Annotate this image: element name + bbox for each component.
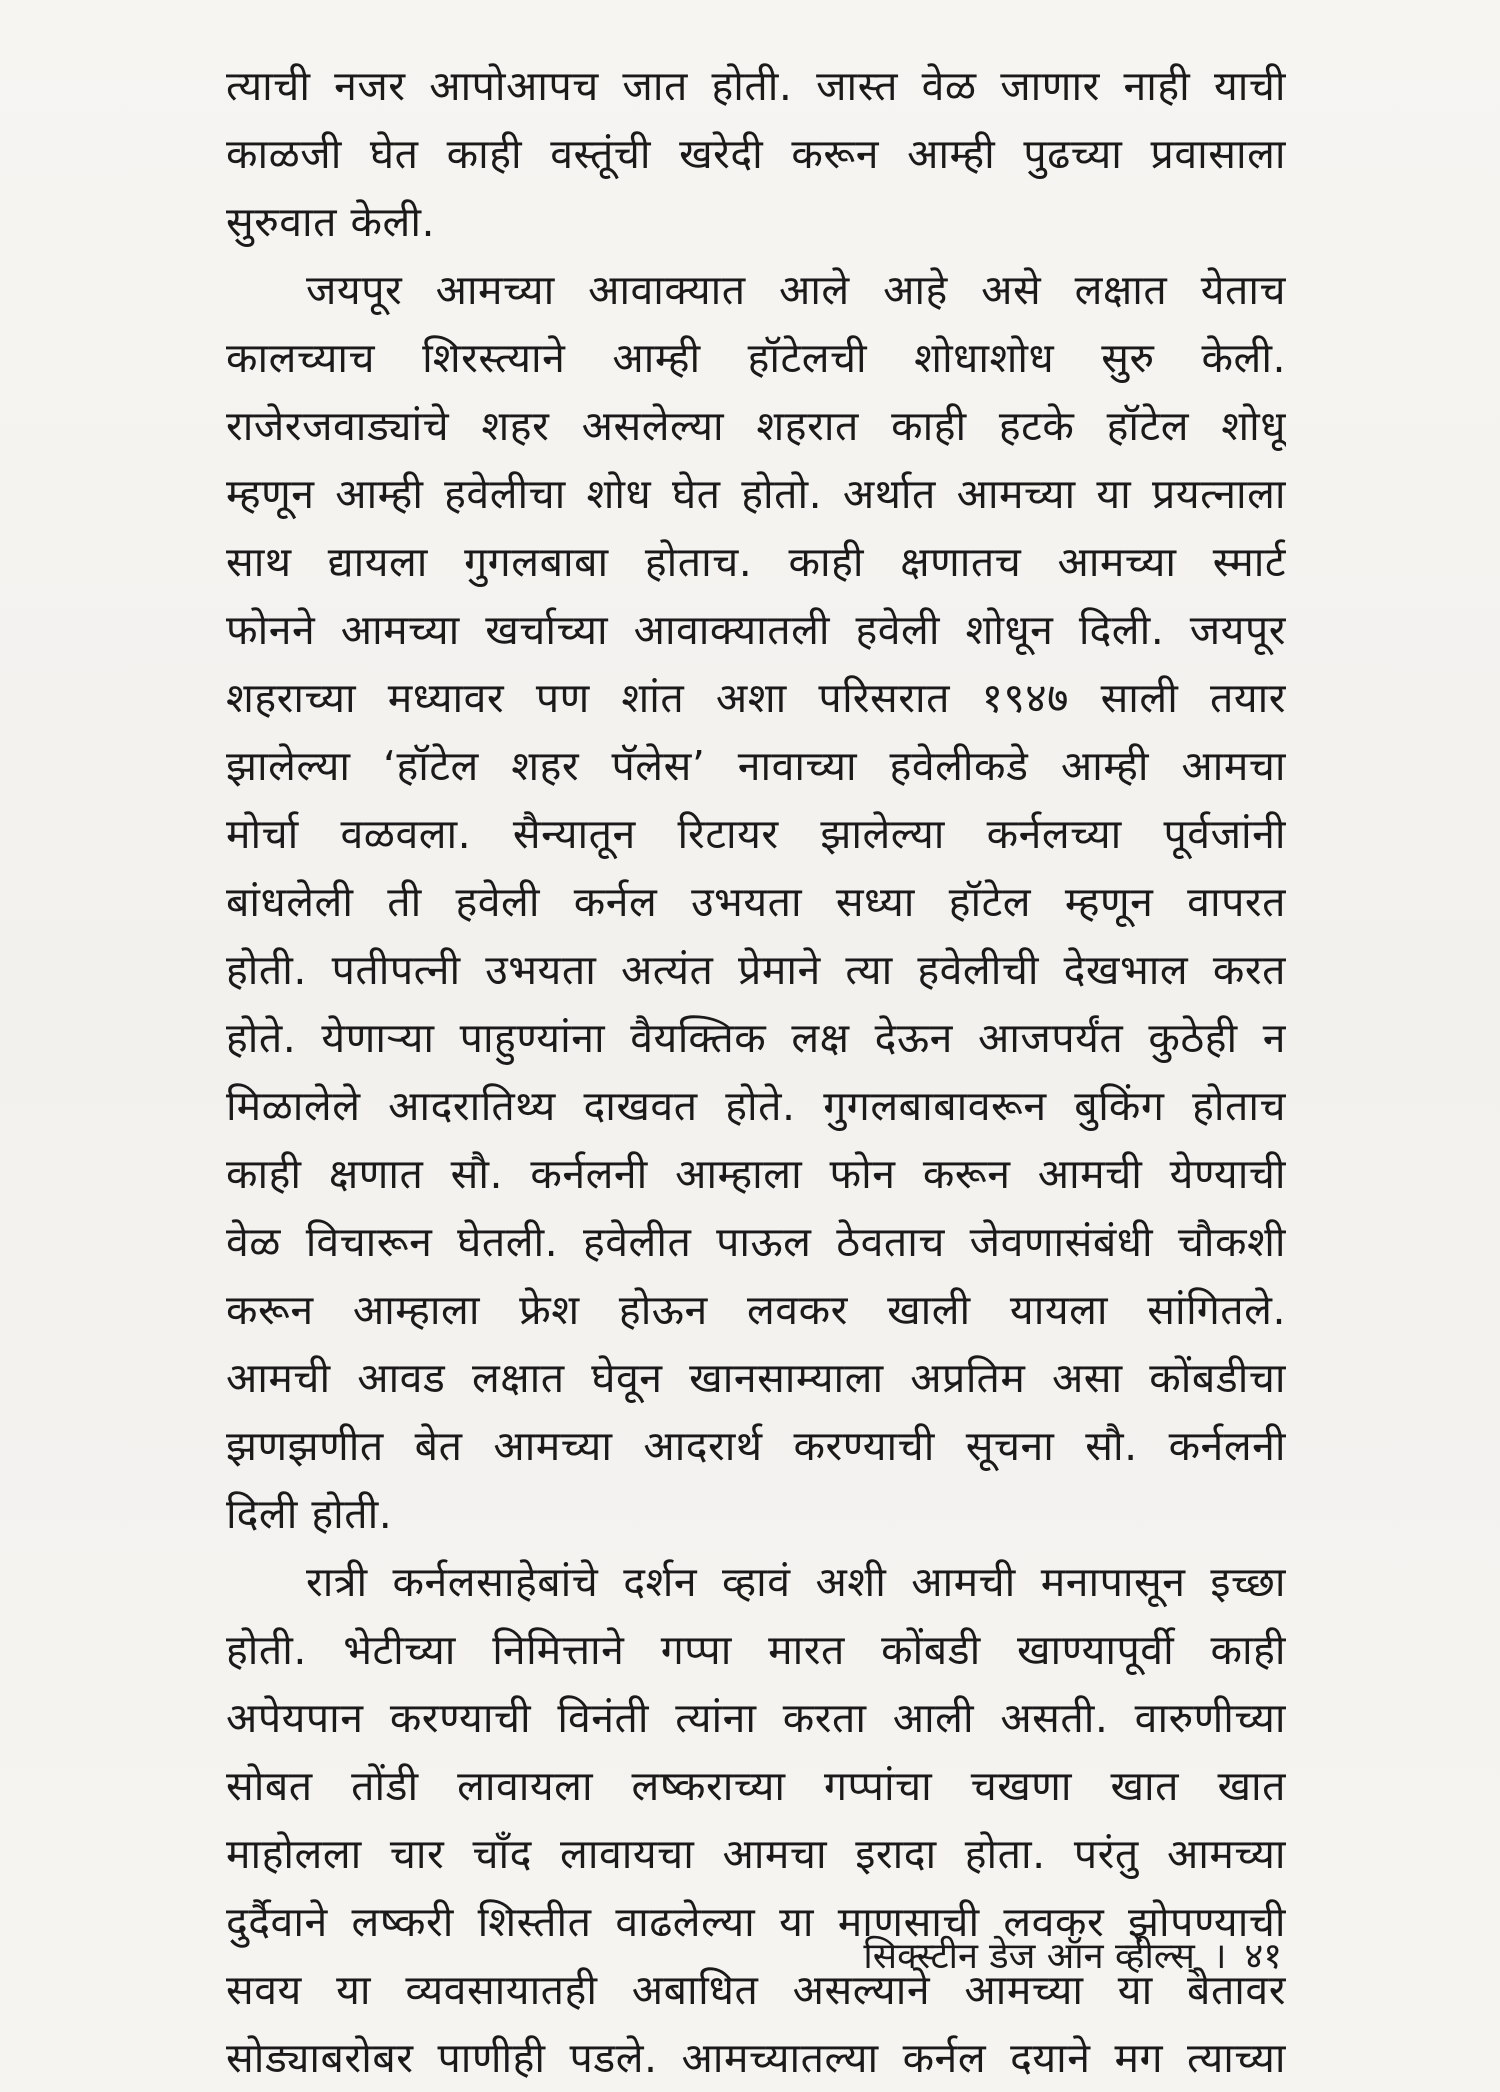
text-line: मिळालेले आदरातिथ्य दाखवत होते. गुगलबाबावरून बुकिंग होताच — [226, 1082, 1286, 1130]
text-line: राजेरजवाड्यांचे शहर असलेल्या शहरात काही हटके हॉटेल शोधू — [226, 402, 1286, 450]
footer-separator: । — [1212, 1936, 1227, 1977]
text-line: होती. पतीपत्नी उभयता अत्यंत प्रेमाने त्या हवेलीची देखभाल करत — [226, 946, 1286, 994]
text-line: करून आम्हाला फ्रेश होऊन लवकर खाली यायला सांगितले. — [226, 1286, 1286, 1334]
text-line: शहराच्या मध्यावर पण शांत अशा परिसरात १९४७ साली तयार — [226, 674, 1286, 722]
text-line: रात्री कर्नलसाहेबांचे दर्शन व्हावं अशी आमची मनापासून इच्छा — [306, 1558, 1286, 1606]
text-line: सुरुवात केली. — [226, 198, 435, 246]
text-line: त्याची नजर आपोआपच जात होती. जास्त वेळ जाणार नाही याची — [226, 62, 1286, 110]
text-line: फोनने आमच्या खर्चाच्या आवाक्यातली हवेली शोधून दिली. जयपूर — [226, 606, 1286, 654]
text-line: आमची आवड लक्षात घेवून खानसाम्याला अप्रतिम असा कोंबडीचा — [226, 1354, 1286, 1402]
text-line: मोर्चा वळवला. सैन्यातून रिटायर झालेल्या कर्नलच्या पूर्वजांनी — [226, 810, 1286, 858]
text-line: सोबत तोंडी लावायला लष्कराच्या गप्पांचा चखणा खात खात — [226, 1762, 1286, 1810]
text-line: साथ द्यायला गुगलबाबा होताच. काही क्षणातच आमच्या स्मार्ट — [226, 538, 1286, 586]
paragraph-2 — [226, 256, 1286, 1548]
body-text — [226, 52, 1286, 2092]
text-line: काळजी घेत काही वस्तूंची खरेदी करून आम्ही पुढच्या प्रवासाला — [226, 130, 1286, 178]
text-line: झालेल्या ‘हॉटेल शहर पॅलेस’ नावाच्या हवेलीकडे आम्ही आमचा — [226, 742, 1286, 790]
text-line: बांधलेली ती हवेली कर्नल उभयता सध्या हॉटेल म्हणून वापरत — [226, 878, 1286, 926]
page-footer — [863, 1930, 1282, 1979]
page-number: ४१ — [1244, 1936, 1282, 1977]
text-line: जयपूर आमच्या आवाक्यात आले आहे असे लक्षात येताच — [306, 266, 1286, 314]
text-line: कालच्याच शिरस्त्याने आम्ही हॉटेलची शोधाशोध सुरु केली. — [226, 334, 1286, 382]
text-line: दिली होती. — [226, 1490, 393, 1538]
text-line: काही क्षणात सौ. कर्नलनी आम्हाला फोन करून आमची येण्याची — [226, 1150, 1286, 1198]
text-line: होते. येणाऱ्या पाहुण्यांना वैयक्तिक लक्ष देऊन आजपर्यंत कुठेही न — [226, 1014, 1286, 1062]
running-title: सिक्स्टीन डेज ऑन व्हील्स् — [863, 1936, 1195, 1977]
text-line: होती. भेटीच्या निमित्ताने गप्पा मारत कोंबडी खाण्यापूर्वी काही — [226, 1626, 1286, 1674]
paragraph-1 — [226, 52, 1286, 256]
text-line: म्हणून आम्ही हवेलीचा शोध घेत होतो. अर्थात आमच्या या प्रयत्नाला — [226, 470, 1286, 518]
text-line: अपेयपान करण्याची विनंती त्यांना करता आली असती. वारुणीच्या — [226, 1694, 1286, 1742]
text-line: वेळ विचारून घेतली. हवेलीत पाऊल ठेवताच जेवणासंबंधी चौकशी — [226, 1218, 1286, 1266]
text-line: झणझणीत बेत आमच्या आदरार्थ करण्याची सूचना सौ. कर्नलनी — [226, 1422, 1286, 1470]
text-line: माहोलला चार चाँद लावायचा आमचा इरादा होता. परंतु आमच्या — [226, 1830, 1286, 1878]
paragraph-3 — [226, 1548, 1286, 2092]
text-line: सवय या व्यवसायातही अबाधित असल्याने आमच्या या बेतावर — [226, 1966, 1286, 2014]
text-line: दुर्दैवाने लष्करी शिस्तीत वाढलेल्या या माणसाची लवकर झोपण्याची — [226, 1898, 1286, 1946]
text-line: सोड्याबरोबर पाणीही पडले. आमच्यातल्या कर्नल दयाने मग त्याच्या — [226, 2034, 1286, 2082]
